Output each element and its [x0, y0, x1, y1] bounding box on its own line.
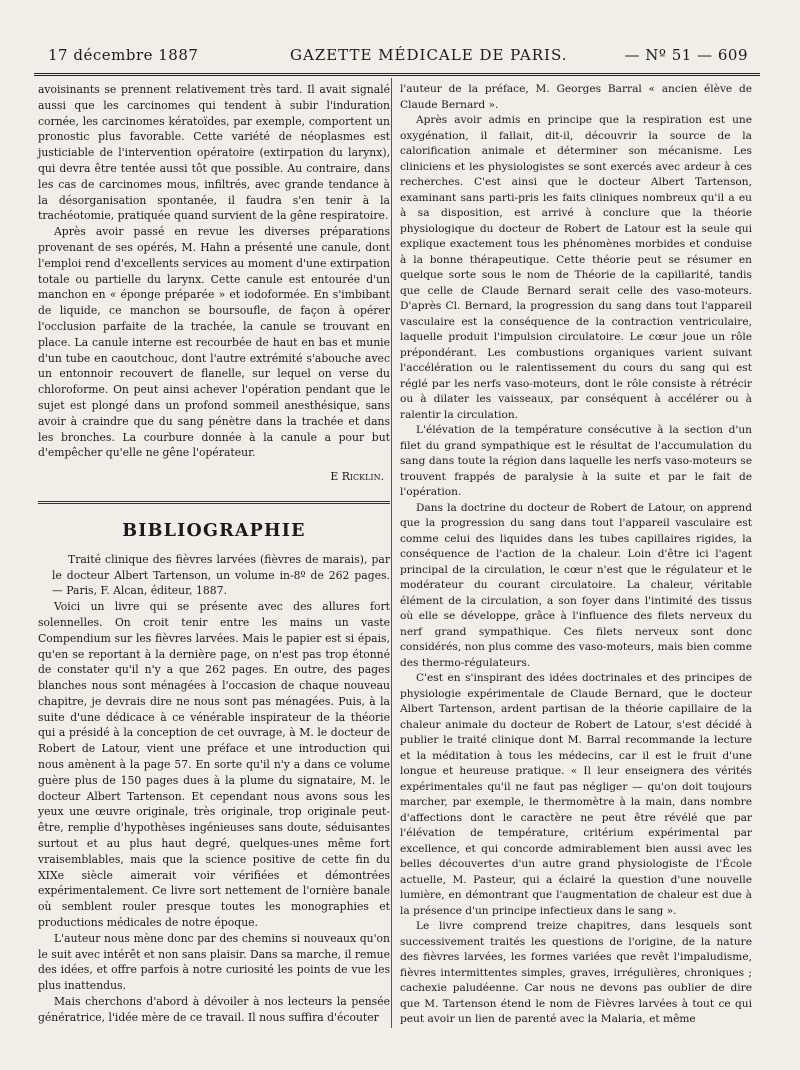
- paragraph: Mais cherchons d'abord à dévoiler à nos lecteurs la pensée génératrice, l'idée mère de ce travail. Il nous suffira d'écouter: [38, 995, 390, 1024]
- paragraph: Voici un livre qui se présente avec des allures fort solennelles. On croit tenir entre les mains un vaste Compendium sur les fièvres larvées. Mais le papier est si épais, qu'en se reportant à la dernière page, on n'est pas trop étonné de constater qu'il n'y a que 262 pages. En outre, des pages blanches nous sont ménagées à l'occasion de chaque nouveau chapitre, je devrais dire ne nous sont pas ménagées. Puis, à la suite d'une dédicace à ce vénérable inspirateur de la théorie qui a présidé à la conception de cet ouvrage, à M. le docteur de Robert de Latour, vient une préface et une introduction qui nous amènent à la page 57. En sorte qu'il n'y a dans ce volume guère plus de 150 pages dues à la plume du signataire, M. le docteur Albert Tartenson. Et cependant nous avons sous les yeux une œuvre originale, très originale, trop originale peut-être, remplie d'hypothèses ingénieuses sans doute, séduisantes surtout et au plus haut degré, quelques-unes même fort vraisemblables, mais que la science positive de cette fin du XIXe siècle aimerait voir vérifiées et démontrées expérimentalement. Ce livre sort nettement de l'ornière banale où semblent rouler presque toutes les monographies et productions médicales de notre époque.: [38, 600, 390, 930]
- bibliographic-reference: Traité clinique des fièvres larvées (fièvres de marais), par le docteur Albert Tartenson, un volume in-8º de 262 pages. — Paris, F. Alcan, éditeur, 1887.: [52, 552, 390, 598]
- left-column: [38, 82, 390, 1026]
- header-rule: [34, 73, 760, 76]
- paragraph: C'est en s'inspirant des idées doctrinales et des principes de physiologie expérimentale de Claude Bernard, que le docteur Albert Tartenson, ardent partisan de la théorie capillaire de la chaleur animale du docteur de Robert de Latour, s'est décidé à publier le traité clinique dont M. Barral recommande la lecture et la méditation à tous les médecins, car il est le fruit d'une longue et heureuse pratique. « Il leur enseignera des vérités expérimentales qu'il ne faut pas négliger — qu'on doit toujours marcher, par exemple, le thermomètre à la main, dans nombre d'affections dont le caractère ne peut être révélé que par l'élévation de température, critérium expérimental par excellence, et qui concorde admirablement bien aussi avec les belles découvertes d'un autre grand physiologiste de l'École actuelle, M. Pasteur, qui a éclairé la question d'une nouvelle lumière, en démontrant que l'augmentation de chaleur est due à la présence d'un principe infectieux dans le sang ».: [400, 672, 752, 917]
- header-title: GAZETTE MÉDICALE DE PARIS.: [290, 46, 568, 64]
- header-date: 17 décembre 1887: [48, 46, 199, 64]
- section-rule: [38, 501, 390, 504]
- right-column: [400, 82, 752, 1028]
- paragraph: avoisinants se prennent relativement très tard. Il avait signalé aussi que les carcinomes qui tendent à subir l'induration cornée, les carcinomes kératoïdes, par exemple, comportent un pronostic plus favorable. Cette variété de néoplasmes est justiciable de l'intervention opératoire (extirpation du larynx), qui devra être tentée aussi tôt que possible. Au contraire, dans les cas de carcinomes mous, infiltrés, avec grande tendance à la désorganisation spontanée, il faudra s'en tenir à la trachéotomie, pratiquée quand survient de la gêne respiratoire.: [38, 83, 390, 223]
- paragraph: L'élévation de la température consécutive à la section d'un filet du grand sympathique est le résultat de l'accumulation du sang dans toute la région dans laquelle les nerfs vaso-moteurs se trouvent frappés de paralysie à la suite et par le fait de l'opération.: [400, 424, 752, 498]
- paragraph: Le livre comprend treize chapitres, dans lesquels sont successivement traités les questions de l'origine, de la nature des fièvres larvées, les formes variées que revêt l'impaludisme, fièvres intermittentes simples, graves, irrégulières, chroniques ; cachexie paludéenne. Car nous ne devons pas oublier de dire que M. Tartenson étend le nom de Fièvres larvées à tout ce qui peut avoir un lien de parenté avec la Malaria, et même: [400, 920, 752, 1025]
- paragraph: Après avoir admis en principe que la respiration est une oxygénation, il fallait, dit-il, découvrir la source de la calorification animale et déterminer son mécanisme. Les cliniciens et les physiologistes se sont exercés avec ardeur à ces recherches. C'est ainsi que le docteur Albert Tartenson, examinant sans parti-pris les faits cliniques nombreux qu'il a eu à sa disposition, est arrivé à conclure que la théorie physiologique du docteur de Robert de Latour est la seule qui explique exactement tous les phénomènes morbides et conduise à la bonne thérapeutique. Cette théorie peut se résumer en quelque sorte sous le nom de Théorie de la capillarité, tandis que celle de Claude Bernard serait celle des vaso-moteurs. D'après Cl. Bernard, la progression du sang dans tout l'appareil vasculaire est la conséquence de la contraction ventriculaire, laquelle produit l'impulsion circulatoire. Le cœur joue un rôle prépondérant. Les combustions organiques varient suivant l'accélération ou le ralentissement du cours du sang qui est réglé par les nerfs vaso-moteurs, dont le rôle consiste à rétrécir ou à dilater les vaisseaux, par conséquent à accélérer ou à ralentir la circulation.: [400, 114, 752, 421]
- paragraph: Après avoir passé en revue les diverses préparations provenant de ses opérés, M. Hahn a présenté une canule, dont l'emploi rend d'excellents services au moment d'une extirpation totale ou partielle du larynx. Cette canule est entourée d'un manchon en « éponge préparée » et iodoformée. En s'imbibant de liquide, ce manchon se boursoufle, de façon à opérer l'occlusion parfaite de la trachée, la canule se trouvant en place. La canule interne est recourbée de haut en bas et munie d'un tube en caoutchouc, dont l'autre extrémité s'abouche avec un entonnoir recouvert de flanelle, sur lequel on verse du chloroforme. On peut ainsi achever l'opération pendant que le sujet est plongé dans un profond sommeil anesthésique, sans avoir à craindre que du sang pénètre dans la trachée et dans les bronches. La courbure donnée à la canule a pour but d'empêcher qu'elle ne gêne l'opérateur.: [38, 225, 390, 460]
- page-header: [48, 46, 748, 68]
- header-issue-page-number: — Nº 51 — 609: [624, 46, 748, 64]
- paragraph: l'auteur de la préface, M. Georges Barral « ancien élève de Claude Bernard ».: [400, 83, 752, 111]
- paragraph: Dans la doctrine du docteur de Robert de Latour, on apprend que la progression du sang dans tout l'appareil vasculaire est comme celui des liquides dans les tubes capillaires rigides, la conséquence de l'action de la chaleur. Loin d'être ici l'agent principal de la circulation, le cœur n'est que le régulateur et le modérateur du courant circulatoire. La chaleur, véritable élément de la circulation, a son foyer dans l'intimité des tissus où elle se développe, grâce à l'influence des filets nerveux du nerf grand sympathique. Ces filets nerveux sont donc considérés, non plus comme des vaso-moteurs, mais bien comme des thermo-régulateurs.: [400, 501, 752, 669]
- paragraph: L'auteur nous mène donc par des chemins si nouveaux qu'on le suit avec intérêt et non sans plaisir. Dans sa marche, il remue des idées, et offre parfois à notre curiosité les points de vue les plus inattendus.: [38, 931, 390, 993]
- column-separator: [391, 78, 392, 1028]
- section-heading: BIBLIOGRAPHIE: [122, 520, 306, 541]
- author-signature: E Ricklin.: [330, 470, 384, 484]
